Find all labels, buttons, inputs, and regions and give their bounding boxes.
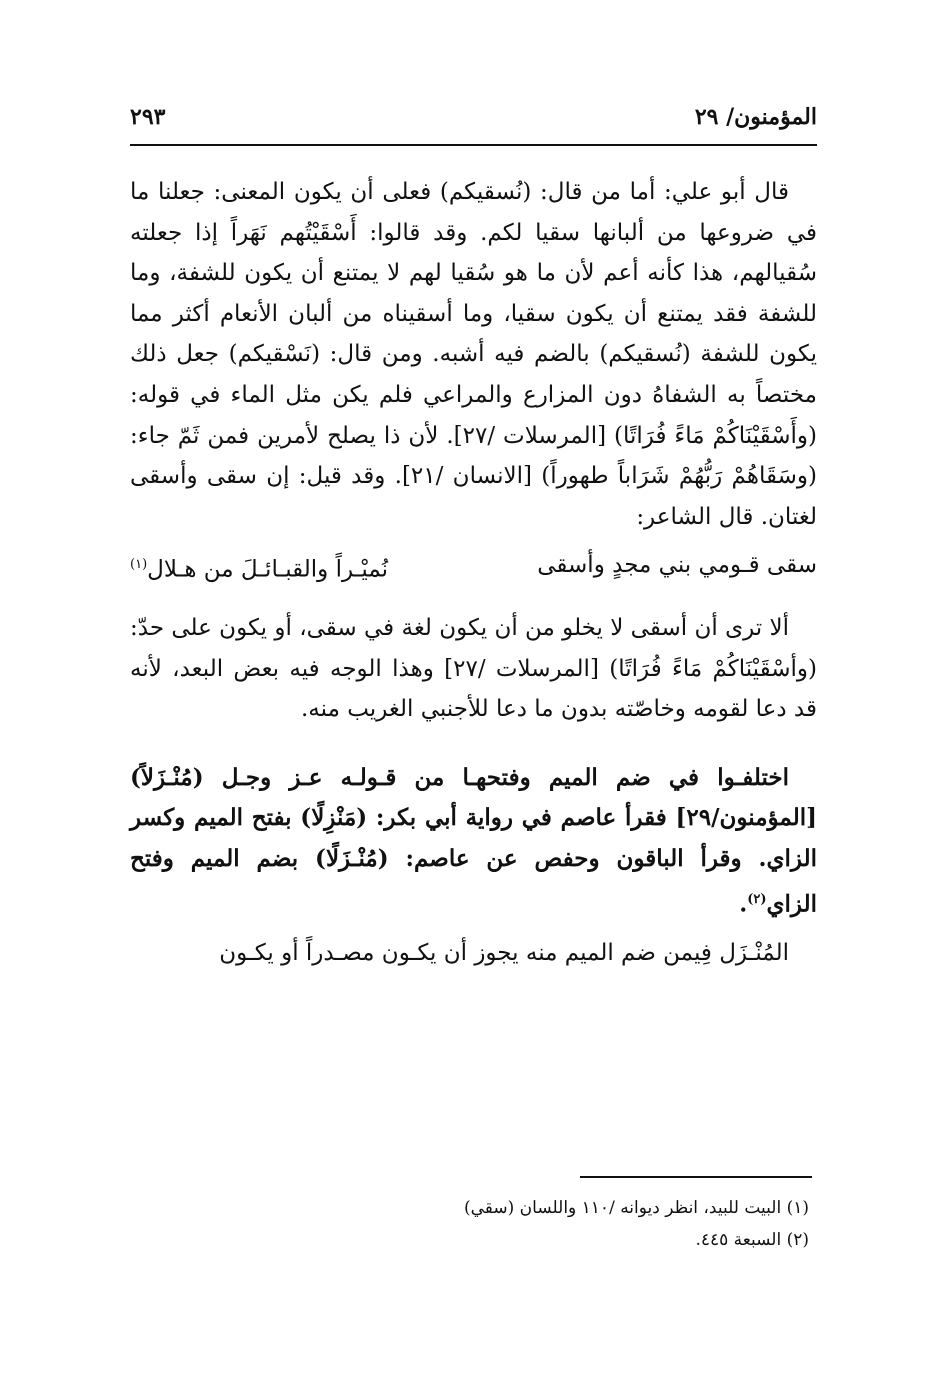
verse-second-hemistich: [130, 545, 388, 590]
poetry-verse: [130, 545, 817, 590]
header-rule: [130, 144, 817, 146]
footnotes: [389, 1192, 809, 1256]
main-text: [130, 172, 817, 973]
paragraph-readings-end: .: [739, 890, 748, 918]
running-header: [130, 104, 817, 140]
verse-first-hemistich: سقى قـومي بني مجدٍ وأسقى: [537, 552, 817, 579]
paragraph-abu-ali: قال أبو علي: أما من قال: (نُسقيكم) فعلى أن يكون المعنى: جعلنا ما في ضروعها من ألبانها سقيا لكم. وقد قالوا: أَسْقَيْتُهم نَهَراً إذا جعلته سُقيالهم، هذا كأنه أعم لأن ما هو سُقيا لهم لا يمتنع أن يكون للشفة، وما للشفة فقد يمتنع أن يكون سقيا، وما أسقيناه من ألبان الأنعام أكثر مما يكون للشفة (نُسقيكم) بالضم فيه أشبه. ومن قال: (نَسْقيكم) جعل ذلك مختصاً به الشفاهُ دون المزارع والمراعي فلم يكن مثل الماء في قوله: (وأَسْقَيْنَاكُمْ مَاءً فُرَاتًا) [المرسلات /٢٧]. لأن ذا يصلح لأمرين فمن ثَمّ جاء: (وسَقَاهُمْ رَبُّهُمْ شَرَاباً طهوراً) [الانسان /٢١]. وقد قيل: إن سقى وأسقى لغتان. قال الشاعر:: [130, 179, 817, 530]
paragraph-commentary: ألا ترى أن أسقى لا يخلو من أن يكون لغة في سقى، أو يكون على حدّ: (وأسْقَيْنَاكُمْ مَاءً فُرَاتًا) [المرسلات /٢٧] وهذا الوجه فيه بعض البعد، لأنه قد دعا لقومه وخاصّته بدون ما دعا للأجنبي الغريب منه.: [130, 615, 817, 723]
footnote-2: (٢) السبعة ٤٤٥.: [695, 1230, 809, 1250]
paragraph-readings: [130, 758, 817, 925]
surah-reference: المؤمنون/ ٢٩: [694, 104, 817, 130]
footnote-1: (١) البيت للبيد، انظر ديوانه /١١٠ واللسان (سقي): [464, 1198, 809, 1218]
paragraph-manzil: المُنْـزَل فِيمن ضم الميم منه يجوز أن يكـون مصـدراً أو يكـون: [219, 939, 789, 966]
page-number: ٢٩٣: [130, 104, 166, 130]
footnote-marker-2: (٢): [747, 891, 767, 907]
footnote-rule: [580, 1176, 812, 1178]
paragraph-readings-text: اختلفـوا في ضم الميم وفتحهـا من قـولـه عـز وجـل (مُنْـزَلاً) [المؤمنون/٢٩] فقرأ عاصم في رواية أبي بكر: (مَنْزِلًا) بفتح الميم وكسر الزاي. وقرأ الباقون وحفص عن عاصم: (مُنْـزَلًا) بضم الميم وفتح الزاي: [130, 763, 817, 918]
verse-second-hemistich-text: نُميْـراً والقبـائـلَ من هـلال: [147, 557, 389, 583]
footnote-marker-1: (١): [130, 557, 148, 573]
